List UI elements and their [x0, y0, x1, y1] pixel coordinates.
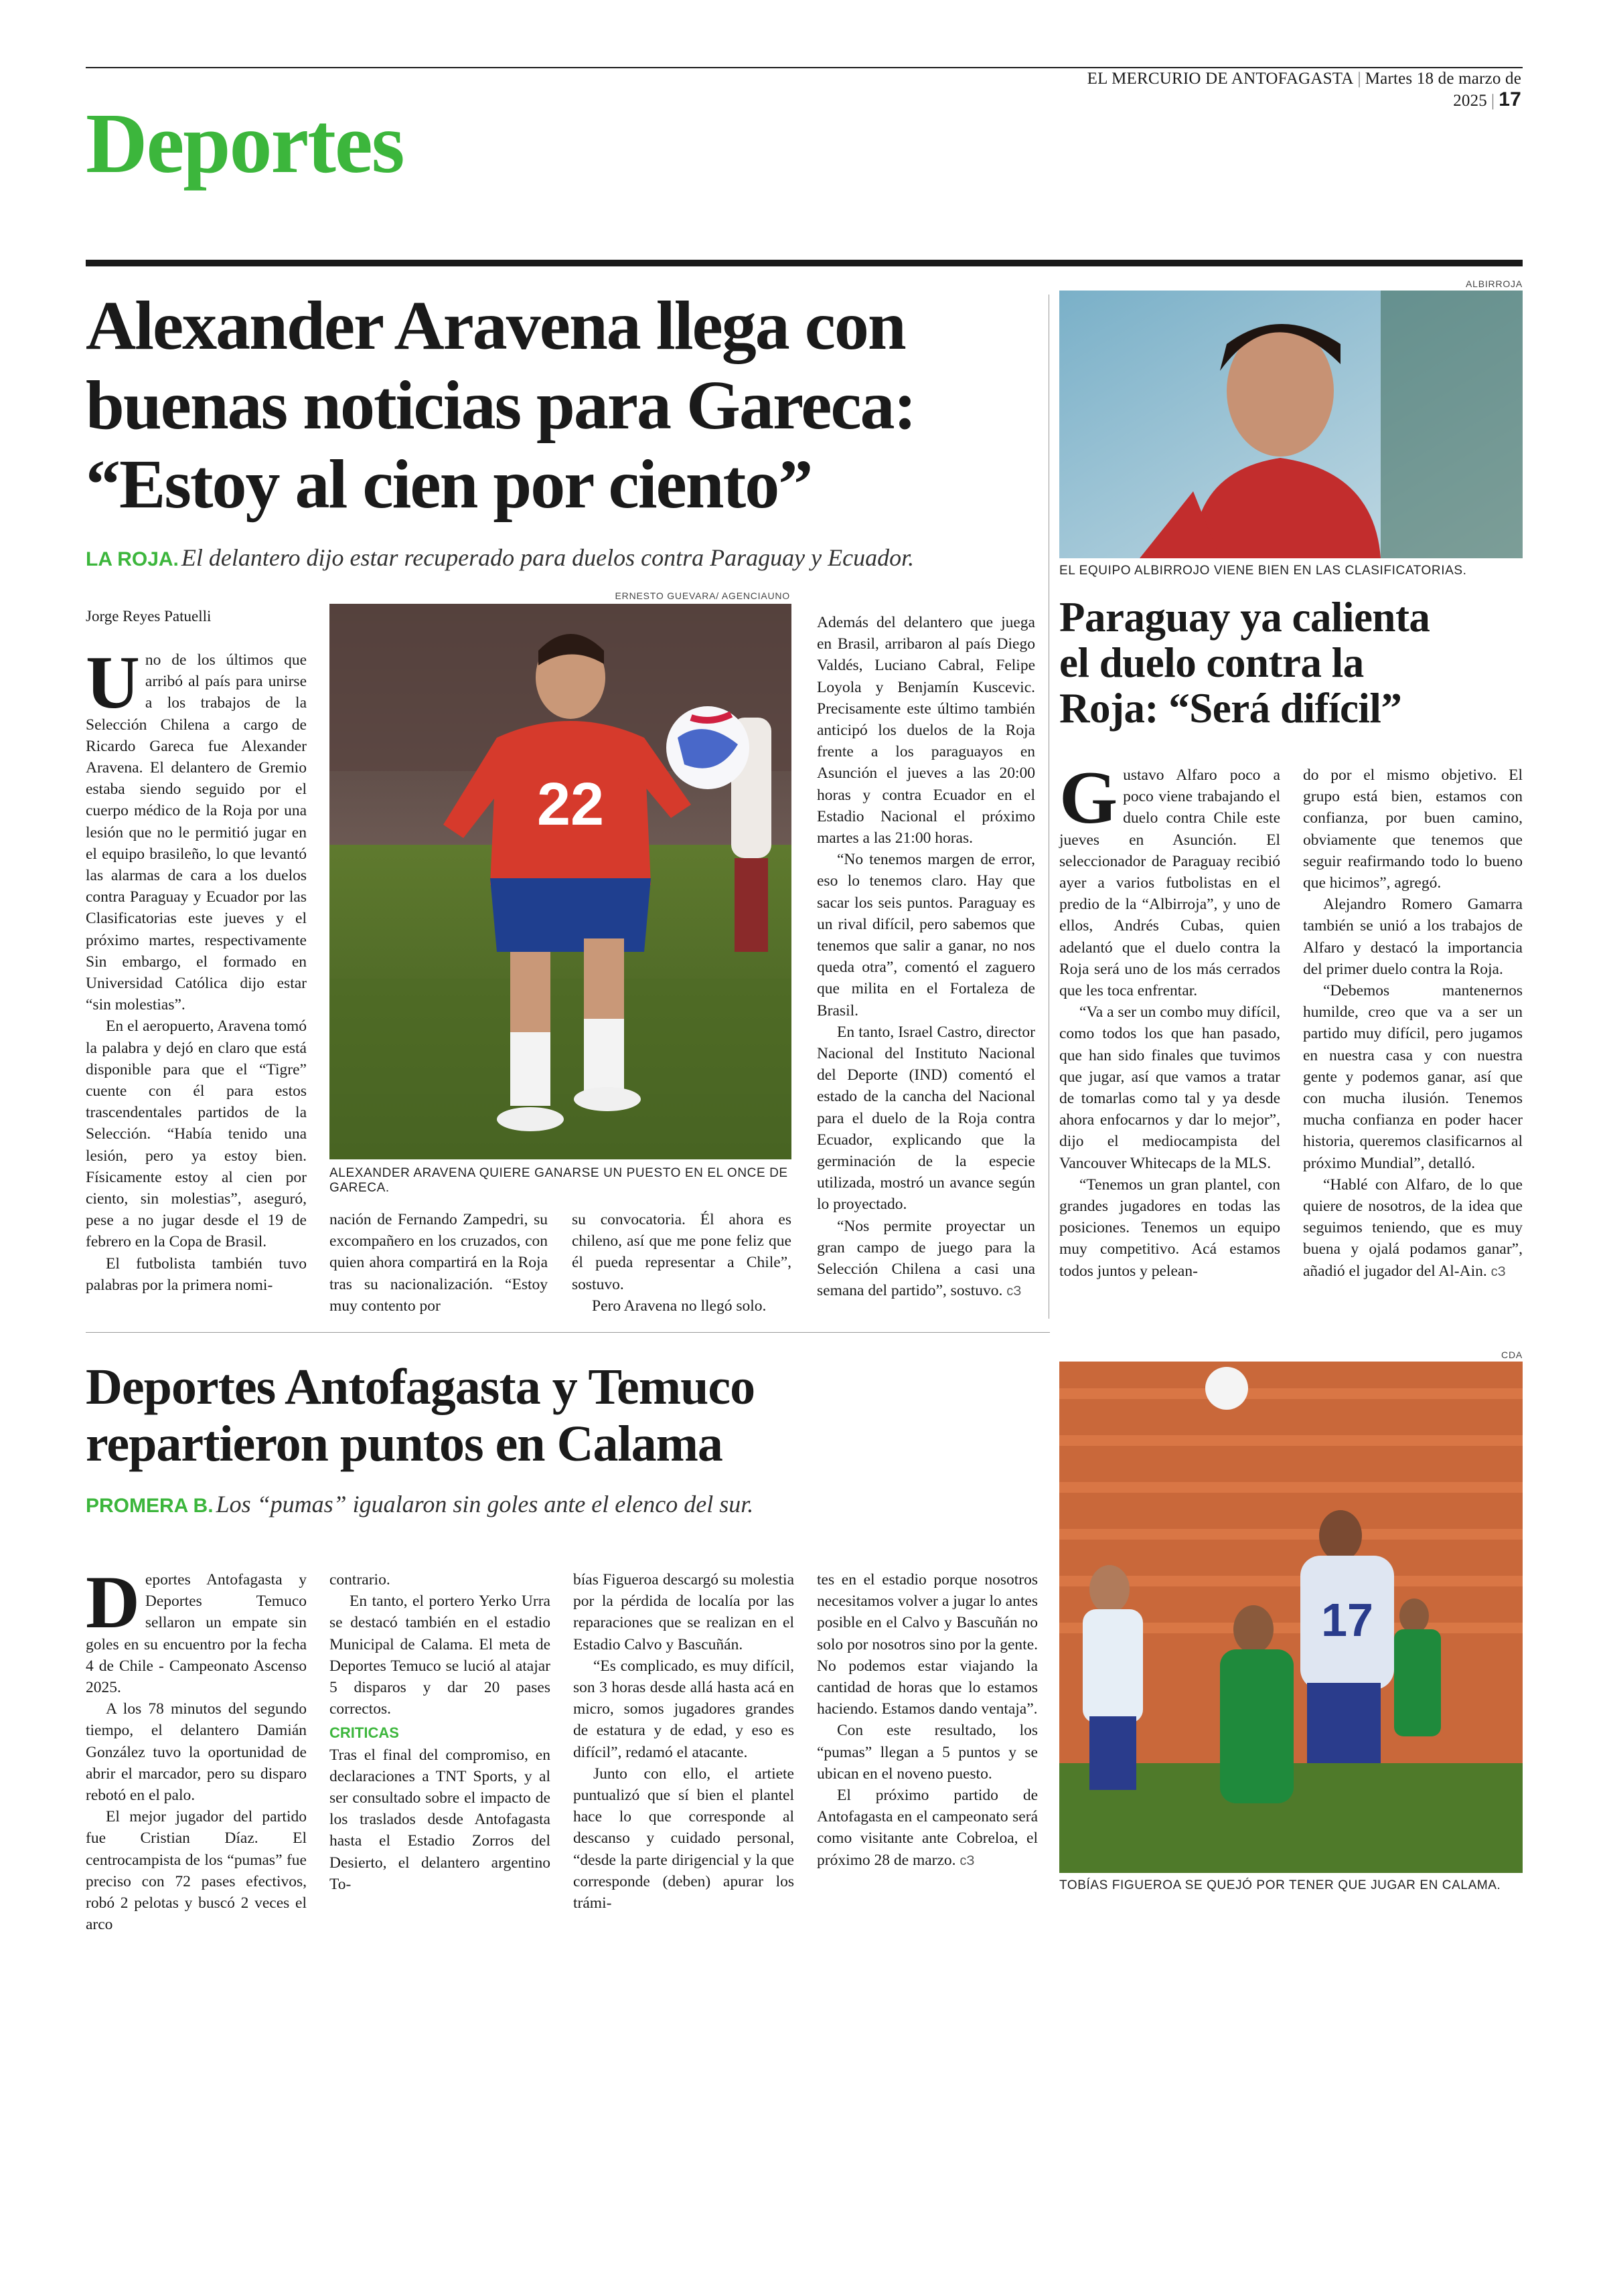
- paragraph: su convocatoria. Él ahora es chileno, así que me pone feliz que él pueda representar a Chile”, sostuvo.: [572, 1211, 791, 1293]
- masthead-paper: EL MERCURIO DE ANTOFAGASTA: [1087, 70, 1354, 88]
- paragraph: “Debemos mantenernos humilde, creo que va a ser un partido muy difícil, pero jugamos en nuestra casa y con nuestra gente y podemos ganar, así que con mucha ilusión. Tenemos mucha confianza en poder hacer historia, queremos clasificarnos al próximo Mundial”, detalló.: [1303, 982, 1523, 1172]
- story3-photo: [1059, 1362, 1523, 1873]
- paragraph-text: ustavo Alfaro poco a poco viene trabajando el duelo contra Chile este jueves en Asunción. El seleccionador de Paraguay recibió ayer a varios futbolistas en el predio de la “Albirroja”, y uno de ellos, Andrés Cubas, quien adelantó que el duelo contra la Roja será uno de los más cerrados que les toca enfrentar.: [1059, 766, 1280, 1000]
- story2-headline: [1059, 594, 1528, 731]
- story-divider: [86, 1332, 1050, 1333]
- paragraph: contrario.: [329, 1571, 390, 1588]
- paragraph-text: El próximo partido de Antofagasta en el campeonato será como visitante ante Cobreloa, el próximo 28 de marzo.: [817, 1787, 1038, 1869]
- paragraph: Además del delantero que juega en Brasil, arribaron al país Diego Valdés, Luciano Cabral, Felipe Loyola y Benjamín Kuscevic. Precisamente este último también anticipó los duelos de la Roja frente a los paraguayos en Asunción el jueves a las 20:00 horas y contra Ecuador en el Estadio Nacional el próximo martes a las 21:00 horas.: [817, 614, 1035, 847]
- paragraph: tes en el estadio porque nosotros necesitamos volver a jugar lo antes posible en el Calvo y Bascuñán no solo por nosotros sino por la gente. No podemos estar viajando la cantidad de horas que lo estamos haciendo. Estamos dando ventaja”.: [817, 1571, 1038, 1718]
- paragraph: bías Figueroa descargó su molestia por la pérdida de localía por las reparaciones que se realizan en el Estadio Calvo y Bascuñán.: [573, 1571, 794, 1653]
- paragraph: “No tenemos margen de error, eso lo tenemos claro. Hay que sacar los seis puntos. Paraguay es un rival difícil, pero sabemos que tenemos que salir a ganar, no nos queda otra”, comentó el zaguero que milita en el Fortaleza de Brasil.: [817, 851, 1035, 1019]
- story1-col4: [817, 612, 1035, 1303]
- story1-photo-credit: ERNESTO GUEVARA/ AGENCIAUNO: [615, 590, 790, 601]
- paragraph: “Tenemos un gran plantel, con grandes jugadores en todas las posiciones. Tenemos un equipo muy competitivo. Acá estamos todos juntos y pelean-: [1059, 1175, 1280, 1280]
- page-number: 17: [1499, 88, 1521, 110]
- paragraph: “Es complicado, es muy difícil, son 3 horas desde allá hasta acá en micro, somos jugadores grandes de estatura y de edad, y eso es difícil”, redamó el atacante.: [573, 1657, 794, 1761]
- paragraph: En tanto, el portero Yerko Urra se destacó también en el estadio Municipal de Calama. El meta de Deportes Temuco se lució al atajar 5 disparos y dar 20 pases correctos.: [329, 1592, 550, 1718]
- story1-col2: [329, 1209, 548, 1317]
- story1-deck: [86, 544, 1077, 572]
- jersey-number: 17: [1321, 1594, 1373, 1646]
- masthead: EL MERCURIO DE ANTOFAGASTA | Martes 18 de marzo de 2025 | 17: [1087, 70, 1521, 110]
- dropcap: U: [86, 641, 140, 724]
- headline-line: Paraguay ya calienta: [1059, 594, 1430, 641]
- headline-line: Alexander Aravena llega con: [86, 287, 905, 364]
- end-mark-icon: cЗ: [1006, 1284, 1022, 1299]
- paragraph: [817, 1216, 1035, 1303]
- top-rule: [86, 67, 1523, 68]
- story1-deck-text: El delantero dijo estar recuperado para duelos contra Paraguay y Ecuador.: [181, 544, 915, 571]
- story1-headline: [86, 286, 1050, 525]
- story1-kicker: LA ROJA.: [86, 548, 179, 570]
- story2-photo: [1059, 291, 1523, 558]
- section-rule: [86, 260, 1523, 266]
- headline-line: el duelo contra la: [1059, 639, 1364, 687]
- story1-byline: Jorge Reyes Patuelli: [86, 608, 212, 625]
- story1-col1: [86, 641, 307, 1296]
- headline-line: Roja: “Será difícil”: [1059, 685, 1402, 732]
- story3-deck-text: Los “pumas” igualaron sin goles ante el elenco del sur.: [216, 1491, 754, 1518]
- story3-headline: [86, 1359, 1023, 1473]
- story3-photo-credit: CDA: [1501, 1349, 1523, 1360]
- paragraph: nación de Fernando Zampedri, su excompañero en los cruzados, con quien ahora compartirá en la Roja tras su nacionalización. “Estoy muy contento por: [329, 1211, 548, 1315]
- end-mark-icon: cЗ: [960, 1853, 975, 1868]
- paragraph: [817, 1785, 1038, 1872]
- story3-col1: [86, 1561, 307, 1935]
- story3-deck: [86, 1490, 1050, 1518]
- story2-photo-credit: ALBIRROJA: [1466, 278, 1523, 289]
- paragraph: El mejor jugador del partido fue Cristian Díaz. El centrocampista de los “pumas” fue preciso con 72 pases efectivos, robó 2 pelotas y buscó 2 veces el arco: [86, 1808, 307, 1934]
- paragraph: [86, 1561, 307, 1698]
- subhead: CRITICAS: [329, 1724, 399, 1742]
- story2-col1: [1059, 756, 1280, 1282]
- headline-line: “Estoy al cien por ciento”: [86, 446, 812, 523]
- paragraph: [86, 641, 307, 1015]
- headline-line: buenas noticias para Gareca:: [86, 366, 916, 444]
- paragraph: [1059, 756, 1280, 1001]
- paragraph: do por el mismo objetivo. El grupo está bien, estamos con confianza, por buen camino, obviamente que tenemos que seguir reafirmando todo lo bueno que hicimos”, agregó.: [1303, 766, 1523, 892]
- soccer-player-photo: [329, 604, 791, 1159]
- paragraph: [1303, 1174, 1523, 1283]
- paragraph: Tras el final del compromiso, en declaraciones a TNT Sports, y al ser consultado sobre el impacto de los traslados desde Antofagasta hasta el Estadio Zorros del Desierto, el delantero argentino To-: [329, 1746, 550, 1893]
- story1-col3: [572, 1209, 791, 1317]
- paragraph-text: “Hablé con Alfaro, de lo que quiere de nosotros, de la idea que seguimos teniendo, que es muy buena y ojalá podamos ganar”, añadió el jugador del Al-Ain.: [1303, 1175, 1523, 1280]
- jersey-number: 22: [536, 771, 605, 838]
- story2-photo-caption: EL EQUIPO ALBIRROJO VIENE BIEN EN LAS CLASIFICATORIAS.: [1059, 564, 1467, 578]
- story1-photo-caption: ALEXANDER ARAVENA QUIERE GANARSE UN PUESTO EN EL ONCE DE GARECA.: [329, 1166, 788, 1195]
- story1-photo: [329, 604, 791, 1159]
- story3-kicker: PROMERA B.: [86, 1495, 214, 1517]
- paragraph-text: “Nos permite proyectar un gran campo de juego para la Selección Chilena a casi una semana del partido”, sostuvo.: [817, 1217, 1035, 1300]
- paraguay-player-photo: [1059, 291, 1523, 558]
- paragraph-text: no de los últimos que arribó al país para unirse a los trabajos de la Selección Chilena a cargo de Ricardo Gareca fue Alexander Aravena. El delantero de Gremio estaba siendo seguido por el cuerpo médico de la Roja por una lesión que no le permitió jugar en el equipo brasileño, lo que levantó las alarmas de cara a los duelos contra Paraguay y Ecuador por las Clasificatorias este jueves y el próximo martes, respectivamente Sin embargo, el formado en Universidad Católica dijo estar “sin molestias”.: [86, 651, 307, 1014]
- story3-col3: [573, 1569, 794, 1914]
- section-title: Deportes: [86, 96, 404, 191]
- paragraph: En tanto, Israel Castro, director Nacional del Instituto Nacional del Deporte (IND) comentó el estado de la cancha del Nacional para el duelo de la Roja contra Ecuador, explicando que la germinación de la especie utilizada, mostró un avance según lo proyectado.: [817, 1023, 1035, 1214]
- dropcap: G: [1059, 756, 1118, 839]
- headline-line: Deportes Antofagasta y Temuco: [86, 1359, 755, 1415]
- paragraph: Alejandro Romero Gamarra también se unió a los trabajos de Alfaro y destacó la importancia del primer duelo contra la Roja.: [1303, 896, 1523, 978]
- headline-line: repartieron puntos en Calama: [86, 1416, 722, 1473]
- soccer-match-photo: [1059, 1362, 1523, 1873]
- paragraph: El futbolista también tuvo palabras por la primera nomi-: [86, 1254, 307, 1294]
- paragraph: “Va a ser un combo muy difícil, como todos los que han pasado, que han sido finales que tuvimos que jugar, así que vamos a tratar de tomarlas como tal y ya desde ahora enfocarnos y dar lo mejor”, dijo el mediocampista del Vancouver Whitecaps de la MLS.: [1059, 1003, 1280, 1172]
- story3-photo-caption: TOBÍAS FIGUEROA SE QUEJÓ POR TENER QUE JUGAR EN CALAMA.: [1059, 1878, 1501, 1892]
- story3-col2: [329, 1569, 550, 1895]
- dropcap: D: [86, 1561, 140, 1644]
- paragraph: A los 78 minutos del segundo tiempo, el delantero Damián González tuvo la oportunidad de abrir el marcador, pero su disparo rebotó en el palo.: [86, 1700, 307, 1805]
- story3-col4: [817, 1569, 1038, 1872]
- end-mark-icon: cЗ: [1490, 1264, 1506, 1279]
- masthead-date: Martes 18 de marzo de 2025: [1365, 70, 1521, 110]
- paragraph: Con este resultado, los “pumas” llegan a 5 puntos y se ubican en el noveno puesto.: [817, 1722, 1038, 1783]
- paragraph: Junto con ello, el artiete puntualizó que sí bien el plantel hace lo que corresponde al descanso y cuidado personal, “desde la parte dirigencial y la que corresponde (deben) apurar los trámi-: [573, 1765, 794, 1912]
- paragraph: En el aeropuerto, Aravena tomó la palabra y dejó en claro que está disponible para que el “Tigre” cuente con él para estos trascendentales partidos de la Selección. “Había tenido una lesión, pero ya estoy bien. Físicamente estoy al cien por ciento, sin molestias”, aseguró, pese a no jugar desde el 19 de febrero en la Copa de Brasil.: [86, 1017, 307, 1251]
- paragraph: Pero Aravena no llegó solo.: [592, 1297, 767, 1315]
- paragraph-text: eportes Antofagasta y Deportes Temuco sellaron un empate sin goles en su encuentro por la fecha 4 de Chile - Campeonato Ascenso 2025.: [86, 1571, 307, 1697]
- story2-col2: [1303, 764, 1523, 1283]
